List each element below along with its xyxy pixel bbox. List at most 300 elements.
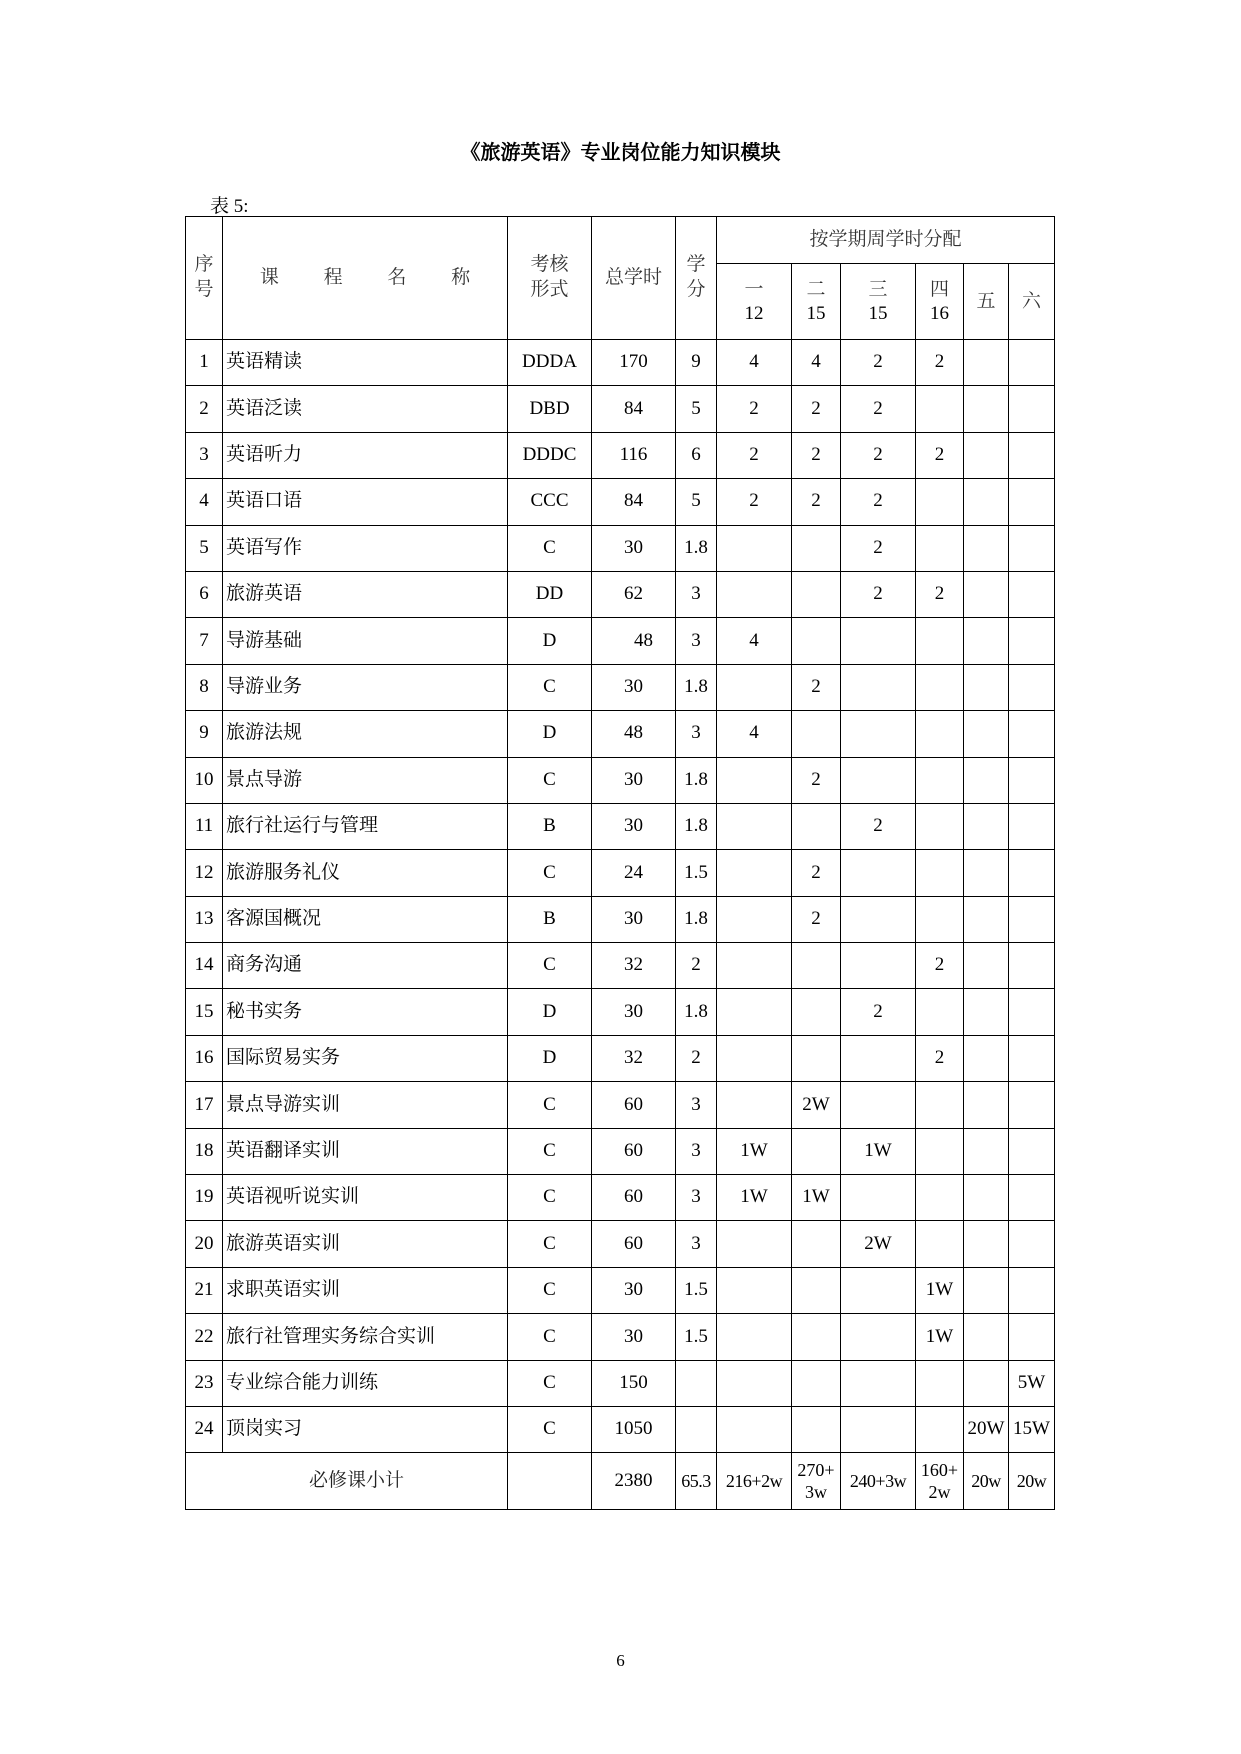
cell-semester-1: 1W bbox=[717, 1128, 792, 1174]
cell-semester-6: 5W bbox=[1009, 1360, 1055, 1406]
cell-credits: 9 bbox=[676, 340, 717, 386]
table-row bbox=[186, 850, 1055, 896]
cell-semester-2 bbox=[792, 943, 841, 989]
cell-semester-6 bbox=[1009, 386, 1055, 432]
cell-semester-5 bbox=[964, 340, 1009, 386]
cell-semester-2 bbox=[792, 711, 841, 757]
cell-semester-2: 2 bbox=[792, 896, 841, 942]
cell-assessment: DDDC bbox=[508, 432, 592, 478]
cell-semester-5 bbox=[964, 1175, 1009, 1221]
table-row bbox=[186, 386, 1055, 432]
header-seq: 序号 bbox=[186, 217, 223, 340]
cell-semester-1 bbox=[717, 525, 792, 571]
cell-total-hours: 30 bbox=[592, 664, 676, 710]
cell-semester-5 bbox=[964, 757, 1009, 803]
cell-course-name: 顶岗实习 bbox=[223, 1406, 508, 1452]
header-semester-4: 四 16 bbox=[916, 264, 964, 340]
cell-semester-6 bbox=[1009, 432, 1055, 478]
cell-semester-5 bbox=[964, 943, 1009, 989]
cell-seq: 10 bbox=[186, 757, 223, 803]
header-distribution: 按学期周学时分配 bbox=[717, 217, 1055, 264]
cell-semester-3 bbox=[841, 757, 916, 803]
cell-semester-4 bbox=[916, 386, 964, 432]
cell-semester-4: 1W bbox=[916, 1267, 964, 1313]
cell-semester-6 bbox=[1009, 757, 1055, 803]
cell-semester-6 bbox=[1009, 1035, 1055, 1081]
cell-semester-6 bbox=[1009, 803, 1055, 849]
cell-semester-2 bbox=[792, 803, 841, 849]
cell-semester-1: 1W bbox=[717, 1175, 792, 1221]
cell-total-hours: 30 bbox=[592, 989, 676, 1035]
cell-assessment: DD bbox=[508, 571, 592, 617]
cell-semester-1 bbox=[717, 943, 792, 989]
cell-semester-4: 2 bbox=[916, 340, 964, 386]
cell-semester-1 bbox=[717, 803, 792, 849]
cell-semester-6 bbox=[1009, 525, 1055, 571]
header-semester-1: 一 12 bbox=[717, 264, 792, 340]
subtotal-hours: 2380 bbox=[592, 1453, 676, 1510]
cell-semester-4 bbox=[916, 479, 964, 525]
cell-credits: 1.8 bbox=[676, 896, 717, 942]
cell-semester-3: 2 bbox=[841, 479, 916, 525]
cell-course-name: 旅游法规 bbox=[223, 711, 508, 757]
table-row bbox=[186, 479, 1055, 525]
cell-credits: 3 bbox=[676, 618, 717, 664]
cell-semester-5 bbox=[964, 525, 1009, 571]
cell-semester-6 bbox=[1009, 571, 1055, 617]
cell-semester-4 bbox=[916, 850, 964, 896]
cell-credits: 1.8 bbox=[676, 664, 717, 710]
subtotal-semester-6: 20w bbox=[1009, 1453, 1055, 1510]
cell-semester-3 bbox=[841, 1267, 916, 1313]
cell-seq: 21 bbox=[186, 1267, 223, 1313]
cell-semester-4 bbox=[916, 525, 964, 571]
cell-semester-2 bbox=[792, 618, 841, 664]
cell-course-name: 旅行社管理实务综合实训 bbox=[223, 1314, 508, 1360]
table-row bbox=[186, 1360, 1055, 1406]
cell-semester-6 bbox=[1009, 1128, 1055, 1174]
cell-semester-1 bbox=[717, 989, 792, 1035]
cell-total-hours: 32 bbox=[592, 1035, 676, 1081]
cell-semester-5 bbox=[964, 1360, 1009, 1406]
cell-semester-3 bbox=[841, 711, 916, 757]
cell-semester-3 bbox=[841, 896, 916, 942]
cell-credits: 1.8 bbox=[676, 803, 717, 849]
cell-course-name: 英语翻译实训 bbox=[223, 1128, 508, 1174]
cell-assessment: D bbox=[508, 989, 592, 1035]
table-row bbox=[186, 525, 1055, 571]
cell-semester-1 bbox=[717, 1406, 792, 1452]
cell-assessment: C bbox=[508, 943, 592, 989]
cell-credits: 1.5 bbox=[676, 850, 717, 896]
cell-assessment: C bbox=[508, 1360, 592, 1406]
cell-semester-5: 20W bbox=[964, 1406, 1009, 1452]
cell-credits: 3 bbox=[676, 571, 717, 617]
cell-assessment: C bbox=[508, 1175, 592, 1221]
cell-semester-4: 1W bbox=[916, 1314, 964, 1360]
cell-credits bbox=[676, 1360, 717, 1406]
cell-total-hours: 170 bbox=[592, 340, 676, 386]
table-row bbox=[186, 664, 1055, 710]
cell-assessment: C bbox=[508, 1221, 592, 1267]
cell-semester-3 bbox=[841, 618, 916, 664]
cell-course-name: 英语听力 bbox=[223, 432, 508, 478]
cell-semester-3 bbox=[841, 943, 916, 989]
cell-semester-3: 2 bbox=[841, 386, 916, 432]
cell-total-hours: 60 bbox=[592, 1082, 676, 1128]
cell-semester-3: 2 bbox=[841, 525, 916, 571]
cell-seq: 5 bbox=[186, 525, 223, 571]
cell-seq: 12 bbox=[186, 850, 223, 896]
cell-semester-4: 2 bbox=[916, 1035, 964, 1081]
cell-course-name: 国际贸易实务 bbox=[223, 1035, 508, 1081]
cell-seq: 23 bbox=[186, 1360, 223, 1406]
cell-semester-4 bbox=[916, 757, 964, 803]
cell-semester-2 bbox=[792, 1360, 841, 1406]
cell-semester-5 bbox=[964, 989, 1009, 1035]
cell-seq: 20 bbox=[186, 1221, 223, 1267]
cell-semester-4 bbox=[916, 1221, 964, 1267]
cell-total-hours: 116 bbox=[592, 432, 676, 478]
cell-semester-4: 2 bbox=[916, 432, 964, 478]
cell-semester-2 bbox=[792, 1035, 841, 1081]
cell-course-name: 英语视听说实训 bbox=[223, 1175, 508, 1221]
cell-semester-4 bbox=[916, 803, 964, 849]
cell-seq: 14 bbox=[186, 943, 223, 989]
cell-total-hours: 62 bbox=[592, 571, 676, 617]
cell-semester-4 bbox=[916, 664, 964, 710]
cell-semester-5 bbox=[964, 850, 1009, 896]
cell-semester-2 bbox=[792, 1267, 841, 1313]
subtotal-semester-1: 216+2w bbox=[717, 1453, 792, 1510]
cell-semester-4 bbox=[916, 1406, 964, 1452]
cell-course-name: 英语精读 bbox=[223, 340, 508, 386]
cell-assessment: B bbox=[508, 896, 592, 942]
subtotal-semester-5: 20w bbox=[964, 1453, 1009, 1510]
cell-semester-2: 2 bbox=[792, 757, 841, 803]
cell-semester-6 bbox=[1009, 1314, 1055, 1360]
cell-semester-4 bbox=[916, 618, 964, 664]
cell-seq: 19 bbox=[186, 1175, 223, 1221]
cell-seq: 6 bbox=[186, 571, 223, 617]
cell-semester-4: 2 bbox=[916, 943, 964, 989]
cell-seq: 8 bbox=[186, 664, 223, 710]
table-row bbox=[186, 1267, 1055, 1313]
cell-semester-2 bbox=[792, 1314, 841, 1360]
cell-total-hours: 60 bbox=[592, 1128, 676, 1174]
cell-total-hours: 150 bbox=[592, 1360, 676, 1406]
cell-semester-3 bbox=[841, 850, 916, 896]
document-title: 《旅游英语》专业岗位能力知识模块 bbox=[460, 140, 781, 164]
subtotal-semester-3: 240+3w bbox=[841, 1453, 916, 1510]
cell-semester-6 bbox=[1009, 340, 1055, 386]
cell-semester-3 bbox=[841, 1175, 916, 1221]
header-credits: 学分 bbox=[676, 217, 717, 340]
cell-course-name: 客源国概况 bbox=[223, 896, 508, 942]
cell-semester-6 bbox=[1009, 479, 1055, 525]
cell-semester-6 bbox=[1009, 896, 1055, 942]
cell-semester-6 bbox=[1009, 1267, 1055, 1313]
cell-seq: 3 bbox=[186, 432, 223, 478]
cell-semester-5 bbox=[964, 896, 1009, 942]
table-row bbox=[186, 340, 1055, 386]
cell-semester-2 bbox=[792, 989, 841, 1035]
cell-semester-5 bbox=[964, 1314, 1009, 1360]
cell-semester-4 bbox=[916, 1360, 964, 1406]
cell-semester-1 bbox=[717, 757, 792, 803]
cell-semester-6 bbox=[1009, 618, 1055, 664]
cell-semester-4 bbox=[916, 989, 964, 1035]
cell-semester-5 bbox=[964, 1128, 1009, 1174]
cell-semester-3: 2 bbox=[841, 989, 916, 1035]
header-total-hours: 总学时 bbox=[592, 217, 676, 340]
cell-semester-3 bbox=[841, 664, 916, 710]
cell-semester-6 bbox=[1009, 943, 1055, 989]
subtotal-semester-4: 160+ 2w bbox=[916, 1453, 964, 1510]
cell-semester-5 bbox=[964, 1082, 1009, 1128]
cell-semester-5 bbox=[964, 386, 1009, 432]
cell-semester-6 bbox=[1009, 1082, 1055, 1128]
cell-credits: 6 bbox=[676, 432, 717, 478]
cell-semester-1 bbox=[717, 1360, 792, 1406]
table-row bbox=[186, 943, 1055, 989]
cell-semester-2 bbox=[792, 1128, 841, 1174]
table-row bbox=[186, 1314, 1055, 1360]
cell-semester-5 bbox=[964, 479, 1009, 525]
cell-semester-1 bbox=[717, 1035, 792, 1081]
cell-course-name: 旅游英语实训 bbox=[223, 1221, 508, 1267]
table-row bbox=[186, 571, 1055, 617]
cell-assessment: DBD bbox=[508, 386, 592, 432]
cell-course-name: 求职英语实训 bbox=[223, 1267, 508, 1313]
cell-total-hours: 48 bbox=[592, 711, 676, 757]
header-semester-6: 六 bbox=[1009, 264, 1055, 340]
cell-semester-5 bbox=[964, 432, 1009, 478]
cell-total-hours: 30 bbox=[592, 803, 676, 849]
table-row bbox=[186, 989, 1055, 1035]
cell-seq: 16 bbox=[186, 1035, 223, 1081]
cell-seq: 18 bbox=[186, 1128, 223, 1174]
cell-semester-6 bbox=[1009, 664, 1055, 710]
cell-semester-3: 2 bbox=[841, 571, 916, 617]
header-course-name: 课 程 名 称 bbox=[223, 217, 508, 340]
cell-semester-2: 2 bbox=[792, 432, 841, 478]
cell-assessment: DDDA bbox=[508, 340, 592, 386]
cell-semester-3: 2 bbox=[841, 803, 916, 849]
cell-semester-4: 2 bbox=[916, 571, 964, 617]
cell-semester-3: 1W bbox=[841, 1128, 916, 1174]
cell-assessment: D bbox=[508, 618, 592, 664]
cell-course-name: 英语口语 bbox=[223, 479, 508, 525]
cell-seq: 24 bbox=[186, 1406, 223, 1452]
cell-credits: 2 bbox=[676, 943, 717, 989]
table-row bbox=[186, 1221, 1055, 1267]
cell-credits bbox=[676, 1406, 717, 1452]
cell-semester-1: 2 bbox=[717, 479, 792, 525]
cell-total-hours: 1050 bbox=[592, 1406, 676, 1452]
cell-seq: 2 bbox=[186, 386, 223, 432]
cell-semester-4 bbox=[916, 711, 964, 757]
header-semester-3: 三 15 bbox=[841, 264, 916, 340]
cell-course-name: 旅游英语 bbox=[223, 571, 508, 617]
cell-course-name: 导游基础 bbox=[223, 618, 508, 664]
cell-semester-3 bbox=[841, 1035, 916, 1081]
cell-total-hours: 30 bbox=[592, 1267, 676, 1313]
cell-seq: 4 bbox=[186, 479, 223, 525]
cell-assessment: C bbox=[508, 525, 592, 571]
cell-credits: 3 bbox=[676, 1221, 717, 1267]
cell-assessment: C bbox=[508, 757, 592, 803]
subtotal-label: 必修课小计 bbox=[186, 1453, 508, 1510]
curriculum-table bbox=[185, 216, 1055, 1510]
cell-course-name: 英语泛读 bbox=[223, 386, 508, 432]
cell-course-name: 秘书实务 bbox=[223, 989, 508, 1035]
cell-semester-1 bbox=[717, 664, 792, 710]
table-row bbox=[186, 757, 1055, 803]
cell-semester-6 bbox=[1009, 1221, 1055, 1267]
table-row bbox=[186, 896, 1055, 942]
cell-semester-5 bbox=[964, 618, 1009, 664]
cell-semester-3: 2W bbox=[841, 1221, 916, 1267]
cell-seq: 11 bbox=[186, 803, 223, 849]
cell-course-name: 景点导游实训 bbox=[223, 1082, 508, 1128]
cell-assessment: C bbox=[508, 1267, 592, 1313]
cell-semester-6: 15W bbox=[1009, 1406, 1055, 1452]
cell-course-name: 景点导游 bbox=[223, 757, 508, 803]
cell-seq: 13 bbox=[186, 896, 223, 942]
cell-semester-5 bbox=[964, 664, 1009, 710]
page-number: 6 bbox=[616, 1651, 625, 1670]
cell-semester-1: 2 bbox=[717, 432, 792, 478]
cell-total-hours: 30 bbox=[592, 896, 676, 942]
cell-seq: 9 bbox=[186, 711, 223, 757]
table-row bbox=[186, 1128, 1055, 1174]
subtotal-semester-2: 270+ 3w bbox=[792, 1453, 841, 1510]
cell-semester-5 bbox=[964, 1267, 1009, 1313]
cell-credits: 2 bbox=[676, 1035, 717, 1081]
cell-credits: 1.8 bbox=[676, 757, 717, 803]
cell-semester-6 bbox=[1009, 989, 1055, 1035]
cell-semester-5 bbox=[964, 803, 1009, 849]
cell-semester-2: 2 bbox=[792, 850, 841, 896]
cell-total-hours: 60 bbox=[592, 1175, 676, 1221]
table-row bbox=[186, 1035, 1055, 1081]
cell-semester-1 bbox=[717, 571, 792, 617]
cell-semester-3: 2 bbox=[841, 432, 916, 478]
cell-semester-1 bbox=[717, 1267, 792, 1313]
cell-credits: 1.5 bbox=[676, 1267, 717, 1313]
cell-total-hours: 84 bbox=[592, 386, 676, 432]
table-row bbox=[186, 1175, 1055, 1221]
cell-seq: 17 bbox=[186, 1082, 223, 1128]
cell-credits: 1.8 bbox=[676, 989, 717, 1035]
cell-course-name: 英语写作 bbox=[223, 525, 508, 571]
cell-semester-1: 4 bbox=[717, 340, 792, 386]
cell-assessment: C bbox=[508, 1314, 592, 1360]
cell-credits: 1.8 bbox=[676, 525, 717, 571]
cell-total-hours: 48 bbox=[592, 618, 676, 664]
cell-semester-4 bbox=[916, 1175, 964, 1221]
cell-assessment: D bbox=[508, 711, 592, 757]
cell-assessment: D bbox=[508, 1035, 592, 1081]
cell-credits: 5 bbox=[676, 479, 717, 525]
table-row bbox=[186, 1082, 1055, 1128]
cell-assessment: C bbox=[508, 1406, 592, 1452]
cell-credits: 3 bbox=[676, 1082, 717, 1128]
cell-semester-1: 2 bbox=[717, 386, 792, 432]
table-row bbox=[186, 618, 1055, 664]
cell-course-name: 旅行社运行与管理 bbox=[223, 803, 508, 849]
cell-semester-5 bbox=[964, 1221, 1009, 1267]
cell-semester-3 bbox=[841, 1082, 916, 1128]
header-assessment: 考核形式 bbox=[508, 217, 592, 340]
cell-semester-2 bbox=[792, 525, 841, 571]
cell-semester-2 bbox=[792, 1406, 841, 1452]
cell-semester-5 bbox=[964, 571, 1009, 617]
cell-semester-3 bbox=[841, 1314, 916, 1360]
cell-credits: 3 bbox=[676, 1128, 717, 1174]
table-row bbox=[186, 711, 1055, 757]
cell-semester-4 bbox=[916, 1082, 964, 1128]
cell-semester-6 bbox=[1009, 850, 1055, 896]
cell-total-hours: 30 bbox=[592, 525, 676, 571]
cell-seq: 1 bbox=[186, 340, 223, 386]
cell-semester-6 bbox=[1009, 711, 1055, 757]
cell-semester-1 bbox=[717, 1221, 792, 1267]
header-semester-2: 二 15 bbox=[792, 264, 841, 340]
cell-course-name: 专业综合能力训练 bbox=[223, 1360, 508, 1406]
cell-total-hours: 30 bbox=[592, 1314, 676, 1360]
cell-semester-2 bbox=[792, 571, 841, 617]
cell-total-hours: 84 bbox=[592, 479, 676, 525]
cell-total-hours: 32 bbox=[592, 943, 676, 989]
cell-credits: 5 bbox=[676, 386, 717, 432]
cell-assessment: C bbox=[508, 1128, 592, 1174]
cell-semester-1 bbox=[717, 1314, 792, 1360]
cell-total-hours: 24 bbox=[592, 850, 676, 896]
cell-semester-2 bbox=[792, 1221, 841, 1267]
cell-semester-3 bbox=[841, 1360, 916, 1406]
table-row bbox=[186, 1406, 1055, 1452]
cell-semester-4 bbox=[916, 1128, 964, 1174]
cell-assessment: C bbox=[508, 664, 592, 710]
cell-semester-3: 2 bbox=[841, 340, 916, 386]
cell-total-hours: 60 bbox=[592, 1221, 676, 1267]
cell-course-name: 商务沟通 bbox=[223, 943, 508, 989]
cell-assessment: C bbox=[508, 850, 592, 896]
cell-credits: 3 bbox=[676, 1175, 717, 1221]
cell-credits: 1.5 bbox=[676, 1314, 717, 1360]
cell-total-hours: 30 bbox=[592, 757, 676, 803]
cell-semester-1 bbox=[717, 1082, 792, 1128]
cell-semester-6 bbox=[1009, 1175, 1055, 1221]
cell-semester-1 bbox=[717, 850, 792, 896]
cell-semester-2: 2W bbox=[792, 1082, 841, 1128]
table-row bbox=[186, 432, 1055, 478]
table-caption: 表 5: bbox=[210, 196, 249, 217]
cell-semester-4 bbox=[916, 896, 964, 942]
table-row bbox=[186, 803, 1055, 849]
cell-seq: 7 bbox=[186, 618, 223, 664]
subtotal-row bbox=[186, 1453, 1055, 1510]
cell-semester-5 bbox=[964, 711, 1009, 757]
cell-semester-2: 4 bbox=[792, 340, 841, 386]
cell-course-name: 旅游服务礼仪 bbox=[223, 850, 508, 896]
subtotal-assessment bbox=[508, 1453, 592, 1510]
cell-semester-2: 2 bbox=[792, 479, 841, 525]
cell-semester-1 bbox=[717, 896, 792, 942]
cell-seq: 22 bbox=[186, 1314, 223, 1360]
